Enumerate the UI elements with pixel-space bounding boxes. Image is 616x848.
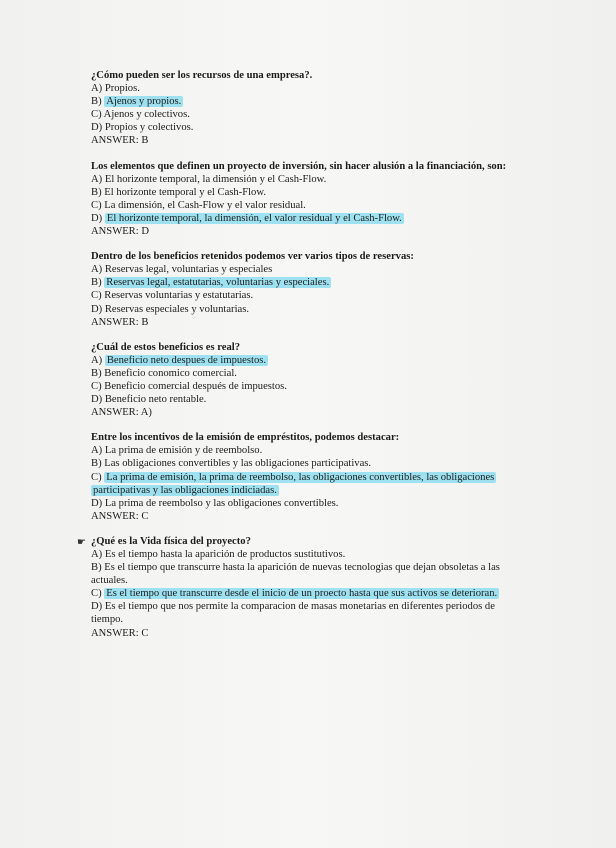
question-4 <box>91 341 511 420</box>
question-1 <box>91 69 511 148</box>
answer-line: ANSWER: D <box>91 226 149 238</box>
highlighted-answer: Reservas legal, estatutarias, voluntarias y especiales. <box>106 277 330 289</box>
option-c: C) Beneficio comercial después de impuestos. <box>91 380 287 392</box>
question-3 <box>91 250 511 329</box>
question-6-title: ¿Qué es la Vida física del proyecto? <box>91 535 251 547</box>
option-c: C) Reservas voluntarias y estatutarias. <box>91 290 254 302</box>
option-a: A) Es el tiempo hasta la aparición de productos sustitutivos. <box>91 549 346 560</box>
option-d: D) Reservas especiales y voluntarias. <box>91 303 249 315</box>
answer-line: ANSWER: B <box>91 135 149 147</box>
option-b: B) El horizonte temporal y el Cash-Flow. <box>91 186 266 198</box>
question-4-title: ¿Cuál de estos beneficios es real? <box>91 341 240 353</box>
highlighted-answer: Es el tiempo que transcurre desde el inicio de un proecto hasta que sus activos se deterioran. <box>106 588 498 600</box>
question-2-title: Los elementos que definen un proyecto de inversión, sin hacer alusión a la financiación, son: <box>91 160 507 172</box>
option-a: A) El horizonte temporal, la dimensión y el Cash-Flow. <box>91 173 327 185</box>
option-b: B) Beneficio conomico comercial. <box>91 367 237 379</box>
option-c: C) La dimensión, el Cash-Flow y el valor residual. <box>91 199 306 211</box>
option-c: C) Es el tiempo que transcurre desde el inicio de un proecto hasta que sus activos se deterioran. <box>91 588 498 600</box>
option-d: D) El horizonte temporal, la dimensión, el valor residual y el Cash-Flow. <box>91 212 402 224</box>
option-d: D) Propios y colectivos. <box>91 122 194 134</box>
question-2 <box>91 160 511 239</box>
answer-line: ANSWER: C <box>91 510 149 522</box>
option-a: A) Propios. <box>91 83 140 95</box>
option-b: B) Ajenos y propios. <box>91 96 182 108</box>
question-6 <box>77 535 511 640</box>
highlighted-answer: Beneficio neto despues de impuestos. <box>106 354 267 366</box>
option-c: C) La prima de emisión, la prima de reembolso, las obligaciones convertibles, las obligaciones participativas y las obligaciones indiciadas. <box>91 471 495 496</box>
question-5 <box>91 431 511 523</box>
option-c: C) Ajenos y colectivos. <box>91 109 190 121</box>
option-b: B) Es el tiempo que transcurre hasta la aparición de nuevas tecnologias que dejan obsoletas a las actuales. <box>91 562 500 587</box>
option-a: A) Reservas legal, voluntarias y especiales <box>91 264 273 276</box>
option-a: A) La prima de emisión y de reembolso. <box>91 445 263 457</box>
answer-line: ANSWER: B <box>91 316 149 328</box>
highlighted-answer: La prima de emisión, la prima de reembolso, las obligaciones convertibles, las obligaciones participativas y las obligaciones indiciadas. <box>93 471 495 496</box>
highlighted-answer: El horizonte temporal, la dimensión, el valor residual y el Cash-Flow. <box>106 212 402 224</box>
quiz-content <box>77 69 511 652</box>
question-5-title: Entre los incentivos de la emisión de empréstitos, podemos destacar: <box>91 432 400 444</box>
option-a: A) Beneficio neto despues de impuestos. <box>91 354 267 366</box>
option-b: B) Reservas legal, estatutarias, voluntarias y especiales. <box>91 277 330 289</box>
answer-line: ANSWER: C <box>91 627 149 639</box>
option-d: D) Es el tiempo que nos permite la comparacion de masas monetarias en diferentes periodos de tiempo. <box>91 601 495 626</box>
hand-bullet-icon: ☛ <box>77 536 86 548</box>
option-d: D) La prima de reembolso y las obligaciones convertibles. <box>91 497 339 509</box>
option-d: D) Beneficio neto rentable. <box>91 394 207 406</box>
question-3-title: Dentro de los beneficios retenidos podemos ver varios tipos de reservas: <box>91 251 414 263</box>
option-b: B) Las obligaciones convertibles y las obligaciones participativas. <box>91 458 372 470</box>
highlighted-answer: Ajenos y propios. <box>106 96 182 108</box>
answer-line: ANSWER: A) <box>91 407 152 419</box>
question-1-title: ¿Cómo pueden ser los recursos de una empresa?. <box>91 70 313 81</box>
